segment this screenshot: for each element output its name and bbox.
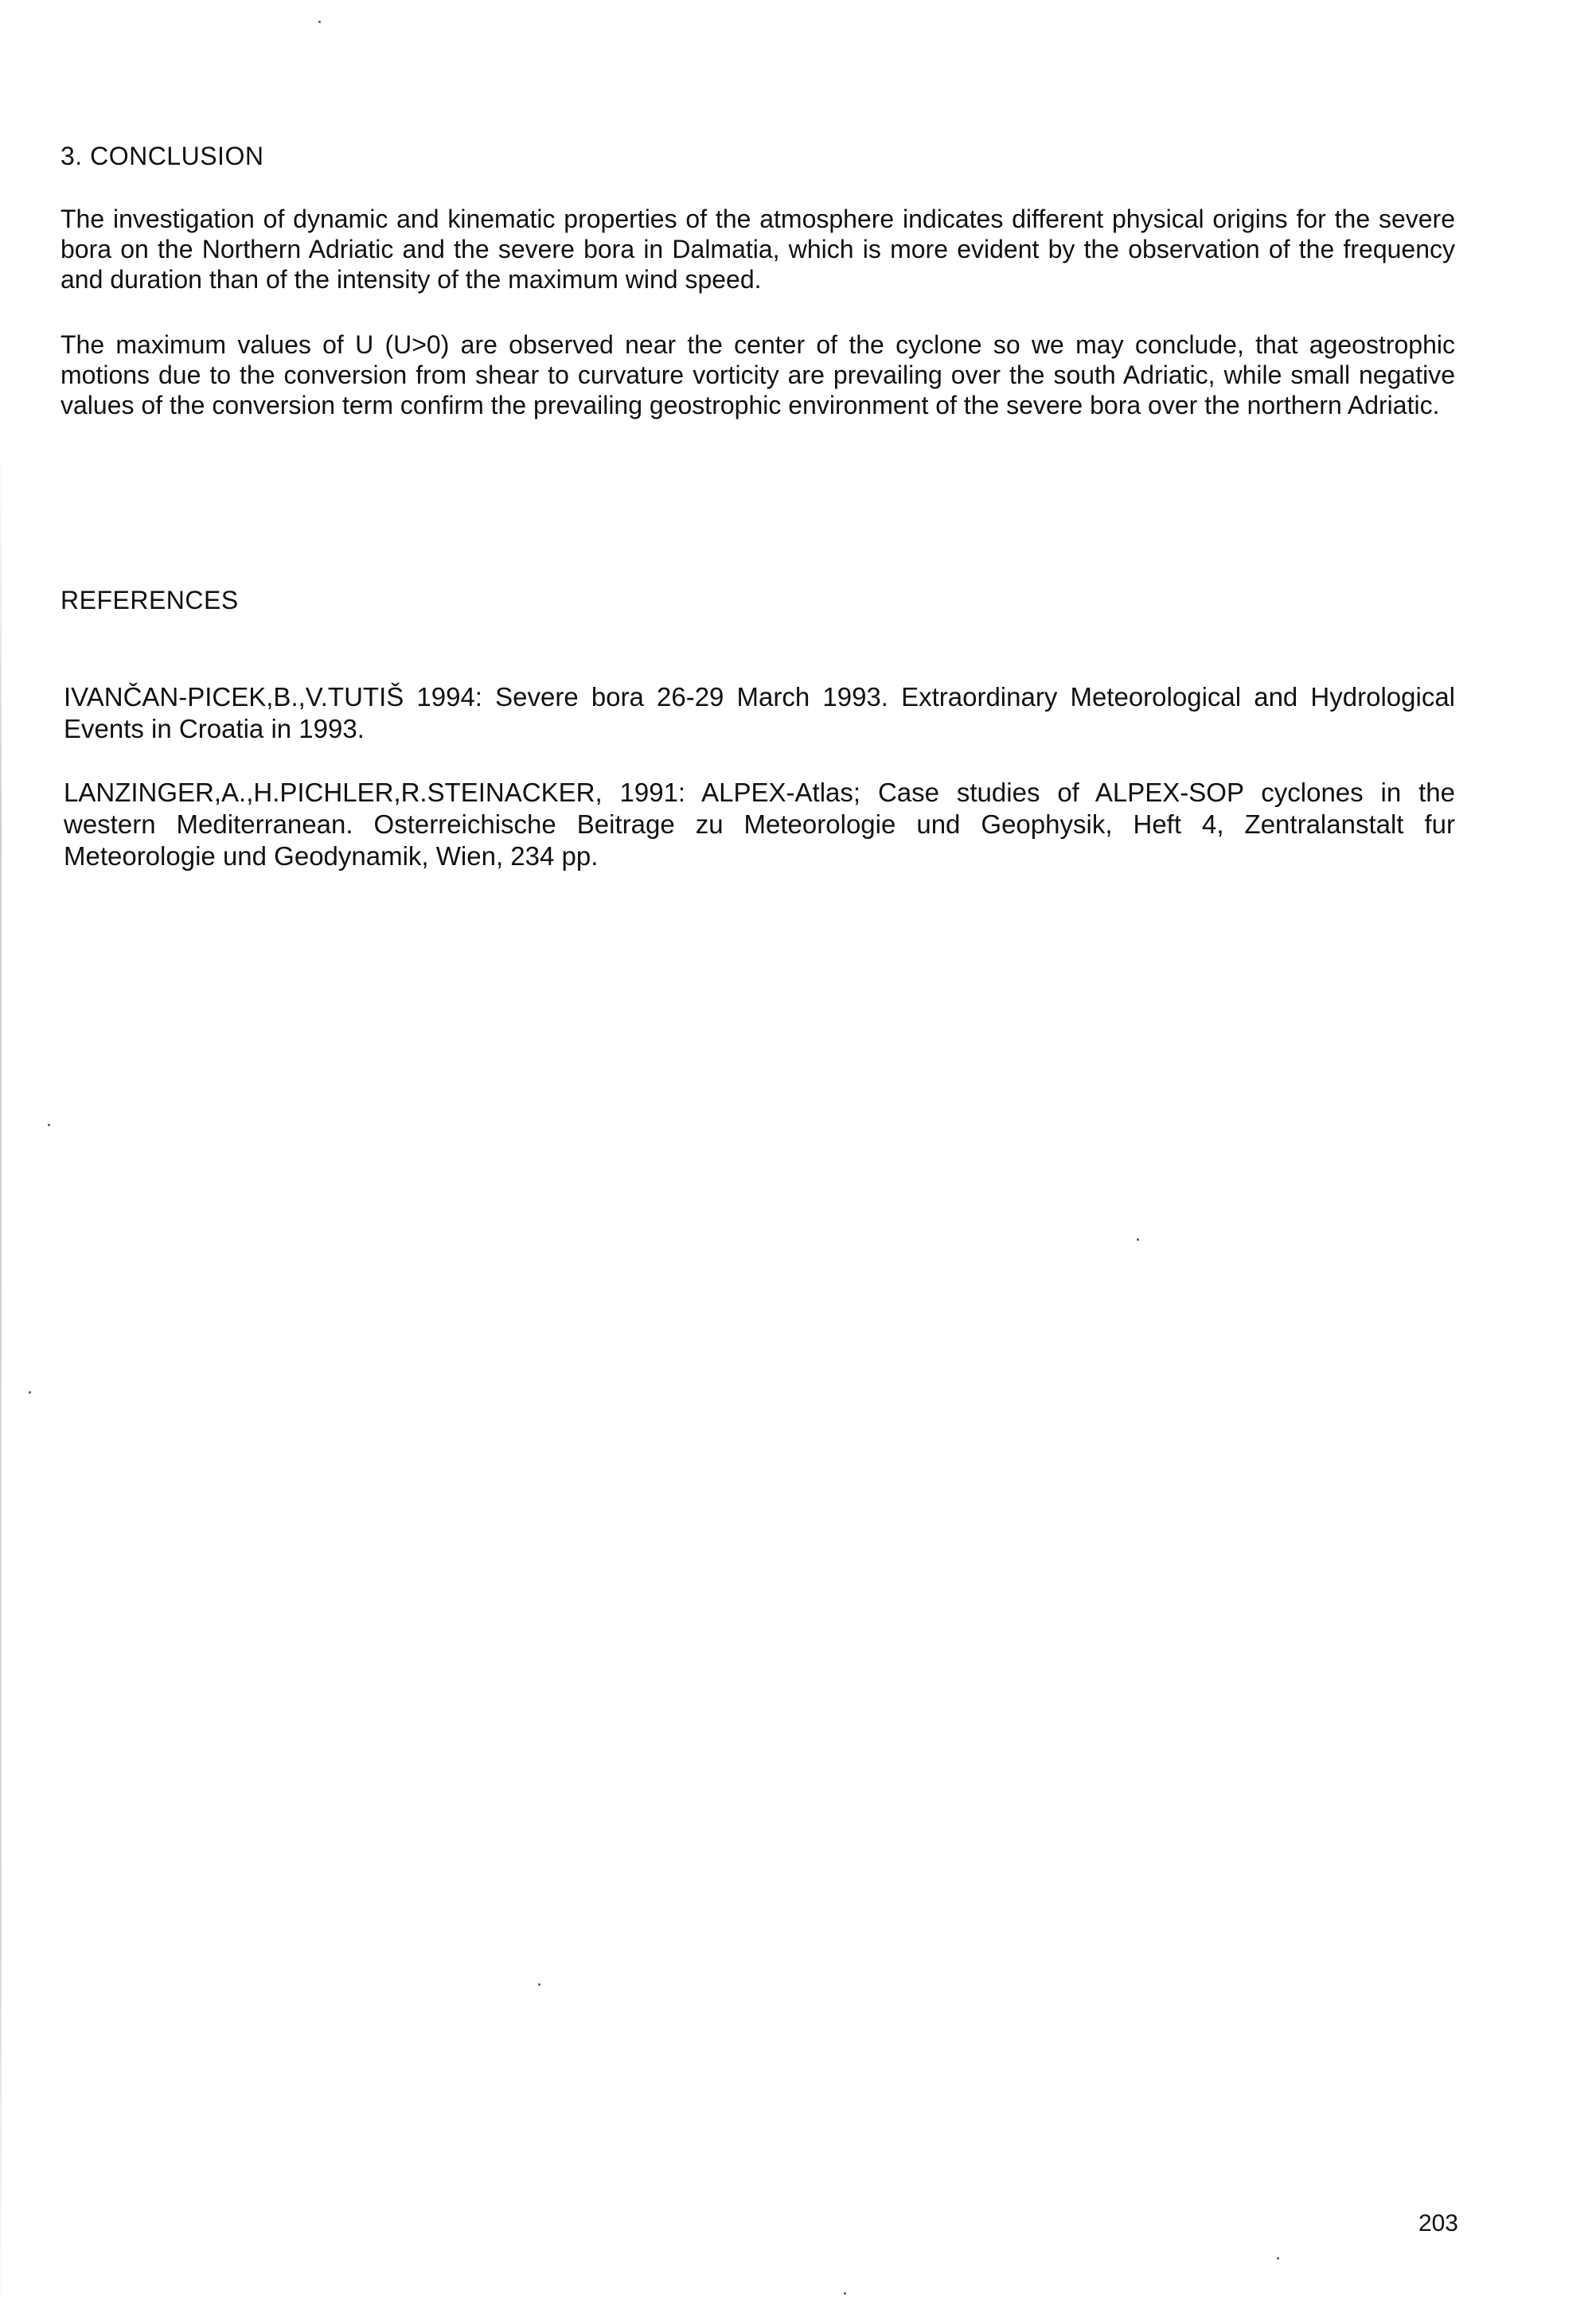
conclusion-paragraph-1: The investigation of dynamic and kinematic properties of the atmosphere indicates different physical origins for the severe bora on the Northern Adriatic and the severe bora in Dalmatia, which is more evident by the observation of the frequency and duration than of the intensity of the maximum wind speed. [60,205,1455,294]
scan-speck [1277,2257,1279,2260]
scan-edge-shadow [0,446,2,2324]
scan-speck [844,2292,846,2295]
scan-speck [29,1391,31,1394]
reference-item: IVANČAN-PICEK,B.,V.TUTIŠ 1994: Severe bora 26-29 March 1993. Extraordinary Meteorological and Hydrological Events in Croatia in 1993. [64,682,1455,743]
conclusion-paragraph-2: The maximum values of U (U>0) are observed near the center of the cyclone so we may conclude, that ageostrophic motions due to the conversion from shear to curvature vorticity are prevailing over the south Adriatic, while small negative values of the conversion term confirm the prevailing geostrophic environment of the severe bora over the northern Adriatic. [60,330,1455,419]
scan-speck [318,21,321,23]
scan-speck [1137,1238,1139,1241]
reference-item: LANZINGER,A.,H.PICHLER,R.STEINACKER, 1991: ALPEX-Atlas; Case studies of ALPEX-SOP cyclones in the western Mediterranean. Osterreichische Beitrage zu Meteorologie und Geophysik, Heft 4, Zentralanstalt fur Meteorologie und Geodynamik, Wien, 234 pp. [64,778,1455,871]
conclusion-heading: 3. CONCLUSION [60,142,264,170]
page-number: 203 [1418,2210,1458,2236]
scan-speck [538,1983,540,1986]
references-heading: REFERENCES [60,586,239,614]
scan-speck [48,1124,50,1126]
